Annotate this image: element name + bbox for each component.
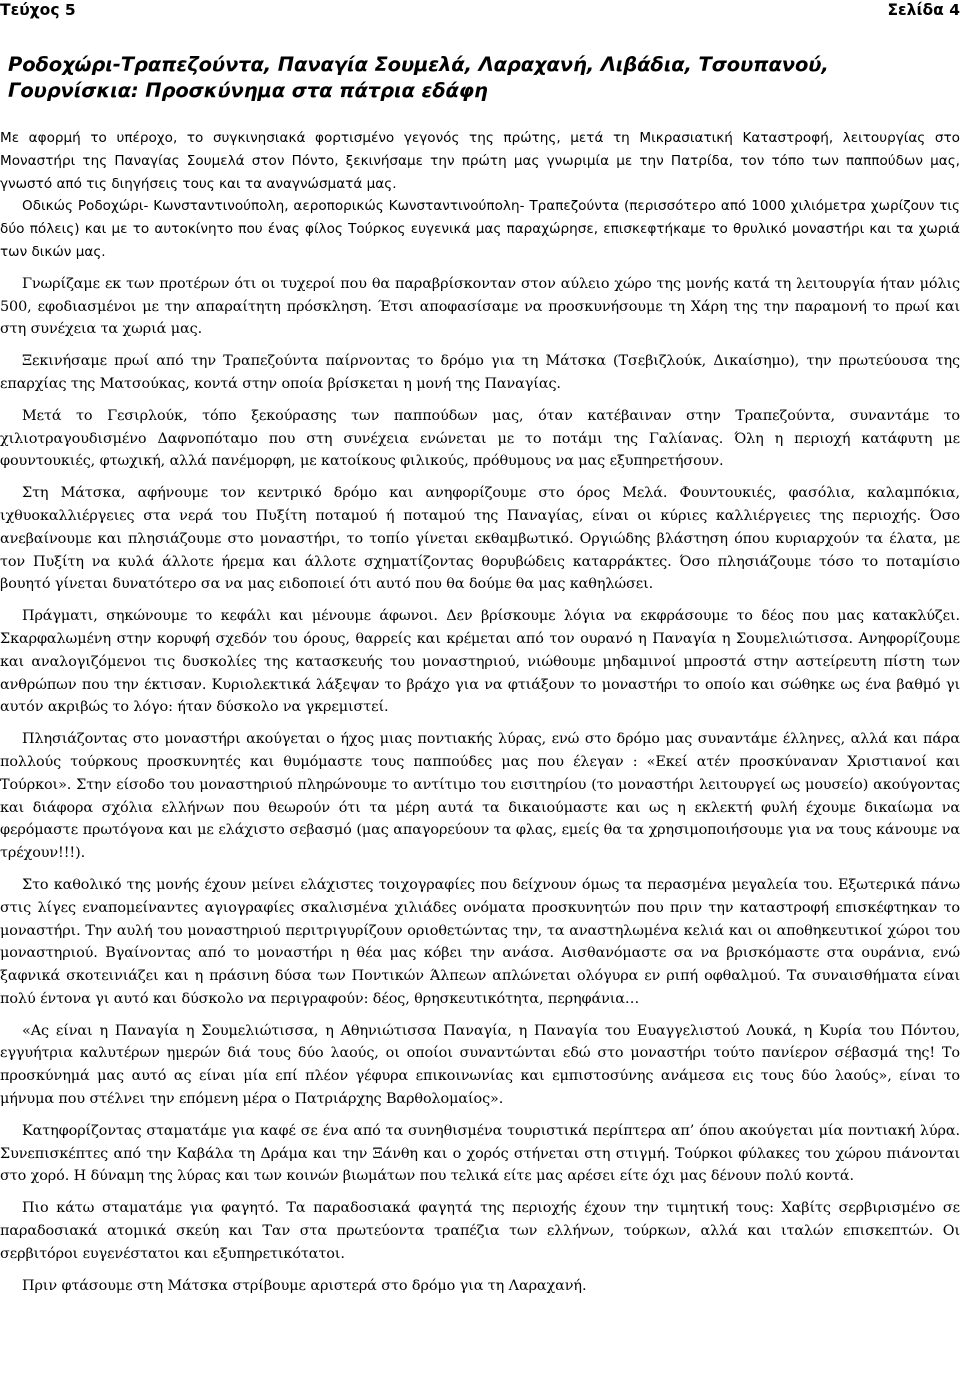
paragraph-matska: Στη Μάτσκα, αφήνουμε τον κεντρικό δρόμο και ανηφορίζουμε στο όρος Μελά. Φουντουκιές, φασόλια, καλαμπόκια, ιχθυοκαλλιέργειες στα νερά του Πυξίτη ποταμού ή ποταμού της Παναγίας, είναι οι κύριες καλλιέργειες της περιοχής. Όσο ανεβαίνουμε και πλησιάζουμε στο μοναστήρι, το τοπίο γίνεται εκθαμβωτικό. Οργιώδης βλάστηση όπου κυριαρχούν τα έλατα, με τον Πυξίτη να κυλά άλλοτε ήρεμα και άλλοτε σχηματίζοντας θορυβώδεις καταρράκτες. Όσο πλησιάζουμε τόσο το ποταμίσιο βουητό γίνεται δυνατότερο σα να μας ειδοποιεί ότι αυτό που θα δούμε θα μας καθηλώσει.: [0, 485, 960, 593]
paragraph-food: Πιο κάτω σταματάμε για φαγητό. Τα παραδοσιακά φαγητά της περιοχής έχουν την τιμητική τους: Χαβίτς σερβιρισμένο σε παραδοσιακά ατομικά σκεύη και Ταν στα πρωτεύοντα τραπέζια των ελλήνων, τούρκων, αλλά και ιταλών επισκεπτών. Οι σερβιτόροι ευγενέστατοι και εξυπηρετικότατοι.: [0, 1200, 960, 1262]
paragraph-patriarch-quote: «Ας είναι η Παναγία η Σουμελιώτισσα, η Αθηνιώτισσα Παναγία, η Παναγία του Ευαγγελιστού Λουκά, η Κυρία του Πόντου, εγγυήτρια καλυτέρων ημερών διά τους δύο λαούς, οι οποίοι συναντώνται εδώ στο μοναστήρι τούτο πανίερον σέβασμά της! Το προσκύνημά μας αυτό ας είναι μία επί πλέον γέφυρα επικοινωνίας και εμπιστοσύνης ανάμεσα εις τους δύο λαούς», είναι το μήνυμα που στέλνει την επόμενη μέρα ο Πατριάρχης Βαρθολομαίος».: [0, 1022, 960, 1108]
paragraph-approach: Πλησιάζοντας στο μοναστήρι ακούγεται ο ήχος μιας ποντιακής λύρας, ενώ στο δρόμο μας συναντάμε έλληνες, αλλά και πάρα πολλούς τούρκους προσκυνητές και θυμόμαστε τους παππούδες μας που έλεγαν : «Εκεί ατέν προσκύναναν Χριστιανοί και Τούρκοι». Στην είσοδο του μοναστηριού πληρώνουμε το αντίτιμο του εισιτηρίου (το μοναστήρι λειτουργεί ως μουσείο) ακούγοντας και διάφορα σχόλια ελλήνων που θεωρούν ότι τα μέρη αυτά τα δικαιούμαστε και ως η εκλεκτή φυλή έχουμε δικαίωμα να φερόμαστε πρωτόγονα και με ελάχιστο σεβασμό (μας απαγορεύουν τα φλας, εμείς θα τα χρησιμοποιήσουμε για να τους κάνουμε να τρέχουν!!!).: [0, 731, 960, 862]
paragraph-katholikon: Στο καθολικό της μονής έχουν μείνει ελάχιστες τοιχογραφίες που δείχνουν όμως τα περασμένα μεγαλεία του. Εξωτερικά πάνω στις λίγες εναπομείναντες αγιογραφίες σκαλισμένα χιλιάδες ονόματα προσκυνητών που πριν την καταστροφή επισκέφτηκαν το μοναστήρι. Την αυλή του μοναστηριού περιτριγυρίζουν οριοθετώντας την, τα αναστηλωμένα κελιά και οι αποθηκευτικοί χώροι του μοναστηριού. Βγαίνοντας από το μοναστήρι η θέα μας κόβει την ανάσα. Αισθανόμαστε σα να βρισκόμαστε στα ουράνια, ενώ ξαφνικά σκοτεινιάζει και η πράσινη δύσα των Ποντικών Άλπεων απλώνεται ολόγυρα εν ριπή οφθαλμού. Τα συναισθήματα είναι πολύ έντονα γι αυτό και δύσκολο να περιγραφούν: δέος, θρησκευτικότητα, περηφάνια…: [0, 876, 960, 1007]
paragraph-intro: Με αφορμή το υπέροχο, το συγκινησιακά φορτισμένο γεγονός της πρώτης, μετά τη Μικρασιατική Καταστροφή, λειτουργίας στο Μοναστήρι της Παναγίας Σουμελά στον Πόντο, ξεκινήσαμε την πρώτη μας γνωριμία με την Πατρίδα, τον τόπο των παππούδων μας, γνωστό από τις διηγήσεις τους και τα αναγνώσματά μας.: [0, 130, 960, 192]
paragraph-route: Οδικώς Ροδοχώρι- Κωνσταντινούπολη, αεροπορικώς Κωνσταντινούπολη- Τραπεζούντα (περισσότερο από 1000 χιλιόμετρα χωρίζουν τις δύο πόλεις) και με το αυτοκίνητο που ένας φίλος Τούρκος ευγενικά μας παραχώρησε, επισκεφτήκαμε το θρυλικό μοναστήρι και τα χωριά των δικών μας.: [0, 198, 960, 260]
issue-number: Τεύχος 5: [0, 1, 76, 19]
paragraph-invitation: Γνωρίζαμε εκ των προτέρων ότι οι τυχεροί που θα παραβρίσκονταν στον αύλειο χώρο της μονής κατά τη λειτουργία ήταν μόλις 500, εφοδιασμένοι με την απαραίτητη πρόσκληση. Έτσι αποφασίσαμε να προσκυνήσουμε τη Χάρη της την παραμονή το πρωί και στη συνέχεια τα χωριά μας.: [0, 275, 960, 338]
article-title: Ροδοχώρι-Τραπεζούντα, Παναγία Σουμελά, Λαραχανή, Λιβάδια, Τσουπανού, Γουρνίσκια: Προσκύνημα στα πάτρια εδάφη: [8, 53, 829, 102]
paragraph-gesirluk: Μετά το Γεσιρλούκ, τόπο ξεκούρασης των παππούδων μας, όταν κατέβαιναν στην Τραπεζούντα, συναντάμε το χιλιοτραγουδισμένο Δαφνοπόταμο που στη συνέχεια ενώνεται με το ποτάμι της Γαλίανας. Όλη η περιοχή κατάφυτη με φουντουκιές, φτωχική, αλλά πανέμορφη, με κατοίκους φιλικούς, πρόθυμους να μας εξυπηρετήσουν.: [0, 407, 960, 470]
page-number: Σελίδα 4: [887, 1, 960, 19]
article-body: [0, 127, 960, 1297]
paragraph-monastery-view: Πράγματι, σηκώνουμε το κεφάλι και μένουμε άφωνοι. Δεν βρίσκουμε λόγια να εκφράσουμε το δέος που μας κατακλύζει. Σκαρφαλωμένη στην κορυφή σχεδόν του όρους, θαρρείς και κρέμεται από τον ουρανό η Παναγία η Σουμελιώτισσα. Ανηφορίζουμε και αναλογιζόμενοι τις δυσκολίες της κατασκευής του μοναστηριού, νιώθουμε μηδαμινοί μπροστά στην αστείρευτη πίστη των ανθρώπων που την έκτισαν. Κυριολεκτικά λάξεψαν το βράχο για να φτιάξουν το μοναστήρι το οποίο και σώθηκε ως ένα βαθμό γι αυτόν ακριβώς το λόγο: ήταν δύσκολο να γκρεμιστεί.: [0, 608, 960, 716]
paragraph-larachani: Πριν φτάσουμε στη Μάτσκα στρίβουμε αριστερά στο δρόμο για τη Λαραχανή.: [22, 1277, 587, 1294]
paragraph-departure: Ξεκινήσαμε πρωί από την Τραπεζούντα παίρνοντας το δρόμο για τη Μάτσκα (Τσεβιζλούκ, Δικαίσημο), την πρωτεύουσα της επαρχίας της Ματσούκας, κοντά στην οποία βρίσκεται η μονή της Παναγίας.: [0, 353, 960, 392]
page-header: [0, 0, 960, 20]
paragraph-coffee: Κατηφορίζοντας σταματάμε για καφέ σε ένα από τα συνηθισμένα τουριστικά περίπτερα απ’ όπου ακούγεται μία ποντιακή λύρα. Συνεπισκέπτες από την Καβάλα τη Δράμα και την Ξάνθη και ο χορός στήνεται στη στιγμή. Τούρκοι φύλακες του χώρου πιάνονται στο χορό. Η δύναμη της λύρας και των κοινών βιωμάτων που τελικά είτε μας αρέσει είτε όχι μας δένουν πολύ κοντά.: [0, 1122, 960, 1185]
